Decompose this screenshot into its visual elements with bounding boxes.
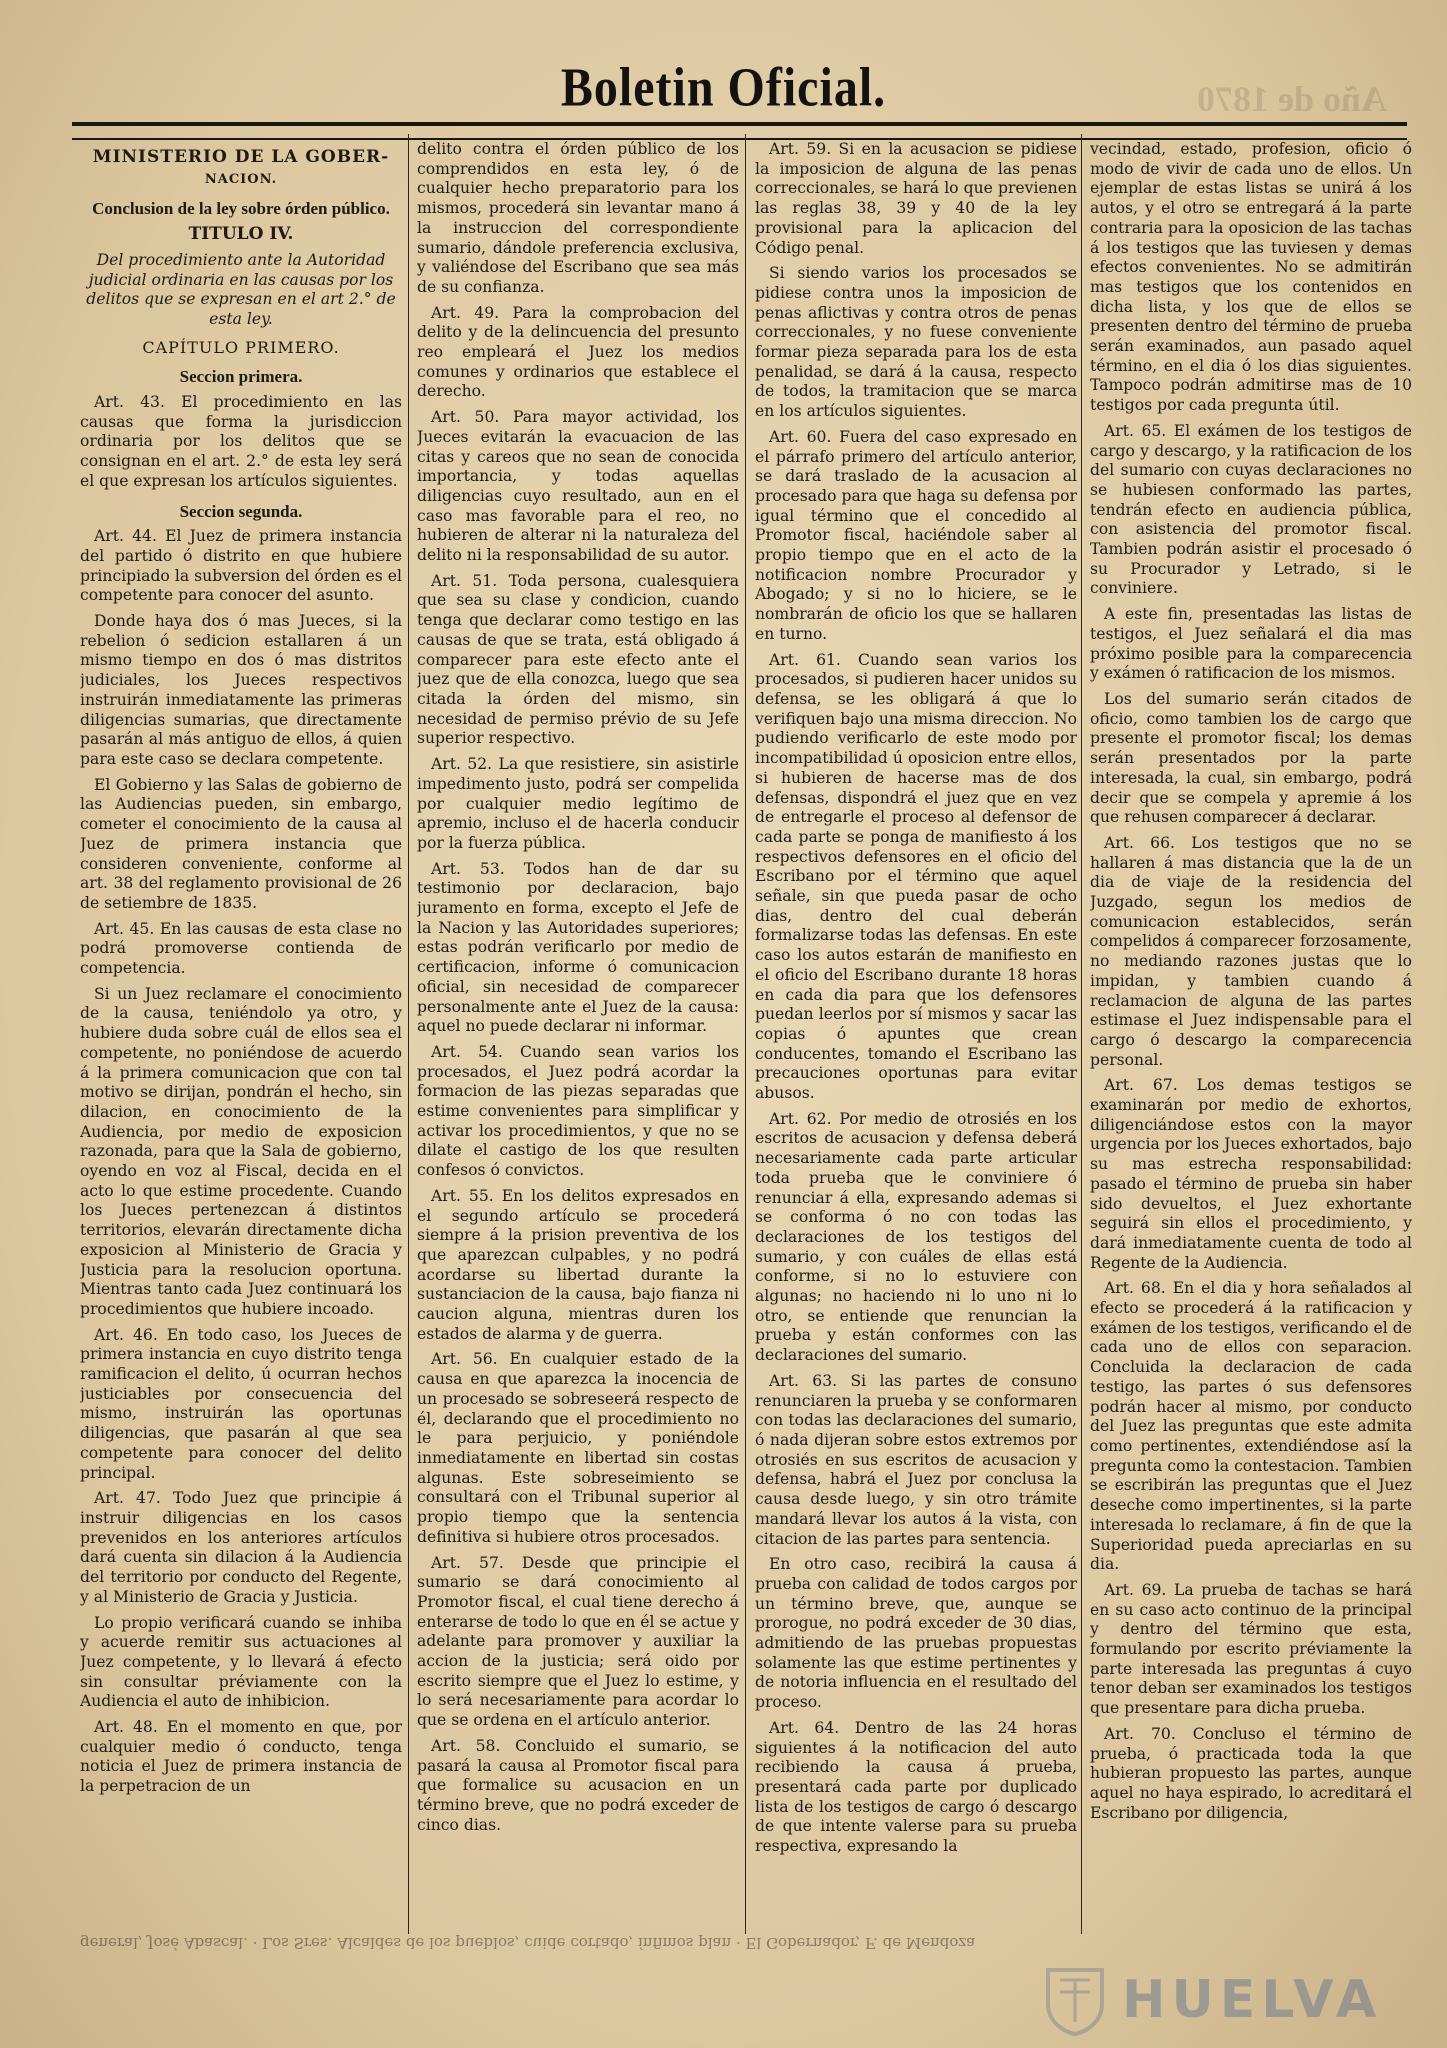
- masthead-title: Boletin Oficial.: [560, 57, 887, 118]
- section-heading: Seccion segunda.: [179, 501, 303, 521]
- article-paragraph: Art. 50. Para mayor actividad, los Jueces evitarán la evacuacion de las citas y careos que no sean de conocida importancia, y todas aquellas diligencias cuyo resultado, aun en el caso mas favorable para el reo, no hubieren de alterar ni la naturaleza del delito ni la responsabilidad de su autor.: [417, 408, 739, 565]
- article-paragraph: Art. 48. En el momento en que, por cualquier medio ó conducto, tenga noticia el Juez de primera instancia de la perpetracion de un: [80, 1718, 402, 1796]
- article-paragraph: Art. 67. Los demas testigos se examinarán por medio de exhortos, diligenciándose estos con la mayor urgencia por los Jueces exhortados, bajo su mas estrecha responsabilidad: pasado el término de prueba sin haber sido devueltos, el Juez exhortante seguirá sin ellos el procedimiento, y dará inmediatamente cuenta de todo al Regente de la Audiencia.: [1090, 1076, 1412, 1272]
- article-paragraph: Art. 47. Todo Juez que principie á instruir diligencias en los casos prevenidos en los anteriores artículos dará cuenta sin dilacion á la Audiencia del territorio por conducto del Regente, y al Ministerio de Gracia y Justicia.: [80, 1489, 402, 1606]
- article-paragraph: delito contra el órden público de los comprendidos en esta ley, ó de cualquier hecho preparatorio para los mismos, procederá sin levantar mano á la instruccion del correspondiente sumario, dándole preferencia exclusiva, y valiéndose del Escribano que sea más de su confianza.: [417, 140, 739, 296]
- archive-watermark: [1040, 1962, 1430, 2040]
- masthead-rule: [72, 122, 1407, 140]
- title-subtitle: Del procedimiento ante la Autoridad judicial ordinaria en las causas por los delitos que se expresan en el art 2.° de esta ley.: [86, 250, 396, 328]
- article-paragraph: Art. 52. La que resistiere, sin asistirle impedimento justo, podrá ser compelida por cualquier medio legítimo de apremio, incluso el de hacerla conducir por la fuerza pública.: [417, 755, 739, 852]
- article-paragraph: Art. 63. Si las partes de consuno renunciaren la prueba y se conformaren con todas las declaraciones del sumario, ó nada dijeran sobre estos extremos por otrosiés en sus escritos de acusacion y defensa, habrá el Juez por conclusa la causa desde luego, y sin otro trámite mandará llevar los autos á la vista, con citacion de las partes para sentencia.: [755, 1371, 1077, 1548]
- column-4: [1090, 140, 1412, 1925]
- article-paragraph: Lo propio verificará cuando se inhiba y acuerde remitir sus actuaciones al Juez competente, y lo llevará á efecto sin consultar préviamente con la Audiencia el auto de inhibicion.: [80, 1613, 402, 1711]
- article-paragraph: Art. 59. Si en la acusacion se pidiese la imposicion de alguna de las penas correccionales, se hará lo que previenen las reglas 38, 39 y 40 de la ley provisional para la aplicacion del Código penal.: [755, 140, 1077, 257]
- column-2: [417, 140, 739, 1925]
- coat-of-arms-icon: [1040, 1964, 1110, 2036]
- article-paragraph: Art. 66. Los testigos que no se hallaren á mas distancia que la de un dia de viaje de la residencia del Juzgado, segun los medios de comunicacion establecidos, serán compelidos á comparecer forzosamente, no mediando razones justas que lo impidan, y tambien cuando á reclamacion de alguna de las partes estimase el Juez indispensable para el cargo ó descargo la comparecencia personal.: [1090, 833, 1412, 1069]
- bleed-through-header: Año de 1870: [1196, 79, 1387, 119]
- title-number: TITULO IV.: [188, 224, 294, 245]
- column-3: [755, 140, 1077, 1925]
- article-paragraph: Art. 68. En el dia y hora señalados al efecto se procederá á la ratificacion y exámen de los testigos, verificando el de cada uno de ellos con separacion. Concluida la declaracion de cada testigo, las partes ó sus defensores podrán hacer al mismo, por conducto del Juez las preguntas que este admita como pertinentes, extendiéndose así la pregunta como la contestacion. Tambien se escribirán las preguntas que el Juez deseche como impertinentes, si la parte interesada lo reclamare, á fin de que la Superioridad pueda apreciarlas en su dia.: [1090, 1279, 1412, 1574]
- article-paragraph: A este fin, presentadas las listas de testigos, el Juez señalará el dia mas próximo posible para la comparecencia y exámen ó ratificacion de los mismos.: [1090, 605, 1412, 683]
- ministry-heading-cont: NACION.: [204, 171, 278, 187]
- watermark-text: HUELVA: [1122, 1970, 1383, 2030]
- article-paragraph: El Gobierno y las Salas de gobierno de las Audiencias pueden, sin embargo, cometer el conocimiento de la causa al Juez de primera instancia que consideren conveniente, conforme al art. 38 del reglamento provisional de 26 de setiembre de 1835.: [80, 775, 402, 912]
- column-divider: [408, 134, 409, 1934]
- law-title: Conclusion de la ley sobre órden público.: [92, 199, 390, 219]
- ministry-heading: MINISTERIO DE LA GOBER-: [92, 147, 390, 167]
- article-paragraph: Art. 70. Concluso el término de prueba, ó practicada toda la que hubieran propuesto las partes, aunque aquel no haya espirado, lo acreditará el Escribano por diligencia,: [1090, 1724, 1412, 1822]
- article-paragraph: Art. 51. Toda persona, cualesquiera que sea su clase y condicion, cuando tenga que declarar como testigo en las causas de que se trata, está obligado á comparecer para este efecto ante el juez que de ella conozca, luego que sea citada la órden del mismo, sin necesidad de permiso prévio de su Jefe superior respectivo.: [417, 571, 739, 748]
- column-1: [80, 140, 402, 1925]
- article-paragraph: Art. 60. Fuera del caso expresado en el párrafo primero del artículo anterior, se dará traslado de la acusacion al procesado para que haga su defensa por igual término que el concedido al Promotor fiscal, haciéndole saber al propio tiempo que en el acto de la notificacion nombre Procurador y Abogado; y si no lo hiciere, se le nombrarán de oficio los que se hallaren en turno.: [755, 427, 1077, 643]
- article-paragraph: Art. 49. Para la comprobacion del delito y de la delincuencia del presunto reo empleará el Juez los medios comunes y ordinarios que establece el derecho.: [417, 303, 739, 401]
- article-paragraph: Art. 53. Todos han de dar su testimonio por declaracion, bajo juramento en forma, excepto el Jefe de la Nacion y las Autoridades superiores; estas podrán verificarlo por medio de certificacion, informe ó comunicacion oficial, sin necesidad de comparecer personalmente ante el Juez de la causa: aquel no puede declarar ni informar.: [417, 859, 739, 1036]
- article-paragraph: Art. 44. El Juez de primera instancia del partido ó distrito en que hubiere principiado la subversion del órden es el competente para conocer del asunto.: [80, 527, 402, 605]
- article-paragraph: Art. 65. El exámen de los testigos de cargo y descargo, y la ratificacion de los del sumario con cuyas declaraciones no se hubiesen conformado las partes, tendrán efecto en audiencia pública, con asistencia del promotor fiscal. Tambien podrán asistir el procesado ó su Procurador y Letrado, si le conviniere.: [1090, 421, 1412, 598]
- article-paragraph: Si siendo varios los procesados se pidiese contra unos la imposicion de penas aflictivas y contra otros de penas correccionales, y no fuese conveniente formar pieza separada para los de esta penalidad, se dará á la causa, respecto de todos, la tramitacion que se marca en los artículos siguientes.: [755, 264, 1077, 421]
- article-paragraph: Art. 62. Por medio de otrosiés en los escritos de acusacion y defensa deberá necesariamente cada parte articular toda prueba que le conviniere ó renunciar á ella, expresando ademas si se conforma ó no con todas las declaraciones de los testigos del sumario, y con cuáles de ellas está conforme, si no lo estuviere con algunas; no haciendo ni lo uno ni lo otro, se entiende que renuncian la prueba y están conformes con las declaraciones del sumario.: [755, 1109, 1077, 1365]
- article-paragraph: Art. 45. En las causas de esta clase no podrá promoverse contienda de competencia.: [80, 919, 402, 978]
- article-paragraph: Art. 55. En los delitos expresados en el segundo artículo se procederá siempre á la prision preventiva de los que aparezcan culpables, y no podrá acordarse su libertad durante la sustanciacion de la causa, bajo fianza ni caucion alguna, mientras duren los estados de alarma y de guerra.: [417, 1186, 739, 1343]
- article-paragraph: Art. 58. Concluido el sumario, se pasará la causa al Promotor fiscal para que formalice su acusacion en un término breve, que no podrá exceder de cinco dias.: [417, 1736, 739, 1834]
- article-paragraph: Art. 57. Desde que principie el sumario se dará conocimiento al Promotor fiscal, el cual tiene derecho á enterarse de todo lo que en él se actue y adelante para promover y auxiliar la accion de la justicia; será oido por escrito siempre que el Juez lo estime, y lo será necesariamente para acordar lo que se ordena en el artículo anterior.: [417, 1553, 739, 1730]
- article-paragraph: Art. 46. En todo caso, los Jueces de primera instancia en cuyo distrito tenga ramificacion el delito, ú ocurran hechos justiciables por consecuencia del mismo, instruirán las oportunas diligencias, que pasarán al que sea competente para conocer del delito principal.: [80, 1325, 402, 1482]
- column-divider: [745, 134, 746, 1934]
- section-heading: Seccion primera.: [179, 367, 303, 387]
- bleed-through-footer: general, José Abascal. · Los Sres. Alcaldes de los pueblos, cuide cortado, ínfimos plan · El Gobernador, F. de Mendoza: [80, 1934, 976, 1952]
- article-paragraph: Art. 61. Cuando sean varios los procesados, si pudieren hacer unidos su defensa, se les obligará á que lo verifiquen bajo una misma direccion. No pudiendo verificarlo de este modo por incompatibilidad ú oposicion entre ellos, si hubieren de hacerse mas de dos defensas, dispondrá el juez que en vez de entregarle el proceso al defensor de cada parte se ponga de manifiesto á los respectivos defensores en el oficio del Escribano por el término que aquel señale, sin que pueda pasar de ocho dias, dentro del cual deberán formalizarse todas las defensas. En este caso los autos estarán de manifiesto en el oficio del Escribano durante 18 horas en cada dia para que los defensores puedan leerlos por sí mismos y sacar las copias ó apuntes que crean conducentes, tomando el Escribano las precauciones oportunas para evitar abusos.: [755, 650, 1077, 1103]
- article-paragraph: Art. 69. La prueba de tachas se hará en su caso acto continuo de la principal y dentro del término que esta, formulando por escrito préviamente la parte interesada las preguntas á cuyo tenor deban ser examinados los testigos que presentare para dicha prueba.: [1090, 1580, 1412, 1718]
- article-paragraph: vecindad, estado, profesion, oficio ó modo de vivir de cada uno de ellos. Un ejemplar de estas listas se unirá á los autos, y el otro se entregará á la parte contraria para la oposicion de las tachas á los testigos que las tuviesen y demas efectos convenientes. No se admitirán mas testigos que los contenidos en dicha lista, y los que de ellos se presenten dentro del término de prueba serán examinados, aun pasado aquel término, en el dia ó los dias siguientes. Tampoco podrán admitirse mas de 10 testigos por cada pregunta útil.: [1090, 140, 1412, 415]
- column-divider: [1081, 134, 1082, 1934]
- article-paragraph: Si un Juez reclamare el conocimiento de la causa, teniéndolo ya otro, y hubiere duda sobre cuál de ellos sea el competente, no poniéndose de acuerdo á la primera comunicacion que con tal motivo se dirijan, pondrán el hecho, sin dilacion, en conocimiento de la Audiencia, por medio de exposicion razonada, para que la Sala de gobierno, oyendo en voz al Fiscal, decida en el acto lo que estime procedente. Cuando los Jueces pertenezcan á distintos territorios, elevarán directamente dicha exposicion al Ministerio de Gracia y Justicia para la resolucion oportuna. Mientras tanto cada Juez continuará los procedimientos que hubiere incoado.: [80, 984, 402, 1318]
- chapter-heading: CAPÍTULO PRIMERO.: [142, 337, 340, 357]
- article-paragraph: Art. 43. El procedimiento en las causas que forma la jurisdiccion ordinaria por los delitos que se consignan en el art. 2.° de esta ley será el que expresan los artículos siguientes.: [80, 393, 402, 490]
- article-paragraph: Art. 64. Dentro de las 24 horas siguientes á la notificacion del auto recibiendo la causa á prueba, presentará cada parte por duplicado lista de los testigos de cargo ó descargo de que intente valerse para su prueba respectiva, expresando la: [755, 1718, 1077, 1856]
- article-paragraph: Art. 54. Cuando sean varios los procesados, el Juez podrá acordar la formacion de las piezas separadas que estime convenientes para simplificar y activar los procedimientos, y que no se dilate el castigo de los que resulten confesos ó convictos.: [417, 1042, 739, 1180]
- article-paragraph: Donde haya dos ó mas Jueces, si la rebelion ó sedicion estallaren á un mismo tiempo en dos ó mas distritos judiciales, los Jueces respectivos instruirán inmediatamente las primeras diligencias sumarias, que directamente pasarán al más antiguo de ellos, á quien para este caso se declara competente.: [80, 612, 402, 768]
- article-paragraph: Art. 56. En cualquier estado de la causa en que aparezca la inocencia de un procesado se sobreseerá respecto de él, declarando que el procedimiento no le para perjuicio, y poniéndole inmediatamente en libertad sin costas algunas. Este sobreseimiento se consultará con el Tribunal superior al propio tiempo que la sentencia definitiva si hubiere otros procesados.: [417, 1350, 739, 1546]
- article-paragraph: En otro caso, recibirá la causa á prueba con calidad de todos cargos por un término breve, que, aunque se prorogue, no podrá exceder de 30 dias, admitiendo de las pruebas propuestas solamente las que estime pertinentes y de notoria influencia en el resultado del proceso.: [755, 1555, 1077, 1712]
- article-paragraph: Los del sumario serán citados de oficio, como tambien los de cargo que presente el promotor fiscal; los demas serán presentados por la parte interesada, la cual, sin embargo, podrá decir que se compela y apremie á los que rehusen comparecer á declarar.: [1090, 689, 1412, 827]
